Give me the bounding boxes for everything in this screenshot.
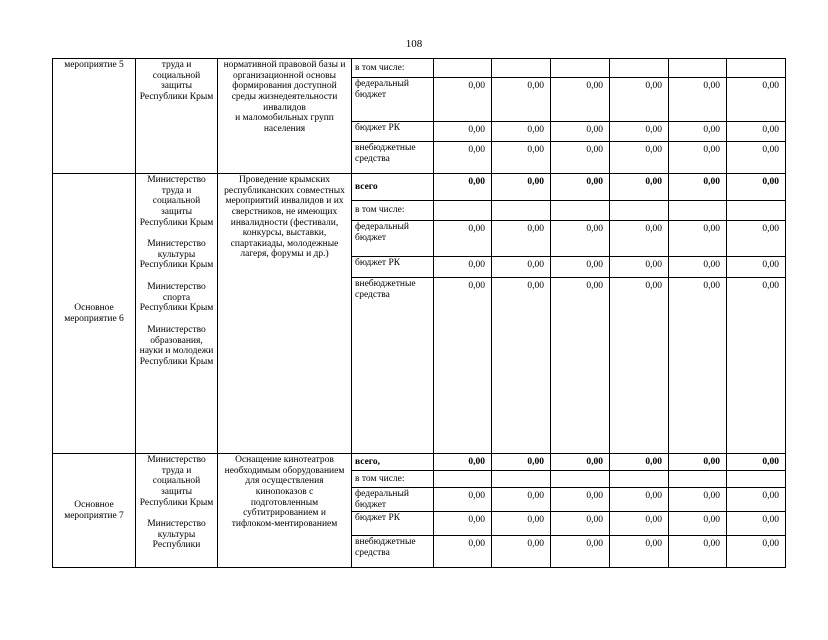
value-cell bbox=[492, 201, 551, 221]
value-cell: 0,00 bbox=[669, 78, 727, 122]
table-row bbox=[53, 454, 786, 471]
value-cell: 0,00 bbox=[551, 174, 610, 201]
value-cell bbox=[610, 471, 669, 488]
table-row bbox=[53, 174, 786, 201]
value-cell bbox=[669, 201, 727, 221]
executor-name: Министерство труда и социальной защиты Республики Крым bbox=[139, 175, 214, 228]
value-cell: 0,00 bbox=[727, 536, 786, 568]
funding-source: в том числе: bbox=[352, 59, 434, 78]
executor-cell bbox=[136, 174, 218, 454]
value-cell: 0,00 bbox=[610, 174, 669, 201]
value-cell: 0,00 bbox=[492, 257, 551, 278]
value-cell: 0,00 bbox=[669, 488, 727, 512]
value-cell: 0,00 bbox=[492, 122, 551, 142]
value-cell: 0,00 bbox=[669, 536, 727, 568]
executor-name: труда и социальной защиты Республики Крым bbox=[139, 60, 214, 102]
value-cell: 0,00 bbox=[727, 142, 786, 174]
value-cell bbox=[610, 59, 669, 78]
value-cell: 0,00 bbox=[669, 122, 727, 142]
value-cell: 0,00 bbox=[551, 78, 610, 122]
value-cell: 0,00 bbox=[492, 221, 551, 257]
value-cell: 0,00 bbox=[610, 488, 669, 512]
value-cell: 0,00 bbox=[492, 536, 551, 568]
value-cell: 0,00 bbox=[434, 488, 492, 512]
value-cell: 0,00 bbox=[727, 221, 786, 257]
value-cell: 0,00 bbox=[434, 512, 492, 536]
value-cell bbox=[551, 59, 610, 78]
value-cell: 0,00 bbox=[492, 142, 551, 174]
value-cell: 0,00 bbox=[551, 454, 610, 471]
value-cell bbox=[727, 201, 786, 221]
funding-source: федеральный бюджет bbox=[352, 78, 434, 122]
event-cell: мероприятие 5 bbox=[53, 59, 136, 174]
value-cell: 0,00 bbox=[727, 278, 786, 454]
description-cell: нормативной правовой базы и организационной основы формирования доступной среды жизнедеятельности инвалидов и маломобильных групп населения bbox=[218, 59, 352, 174]
funding-source: бюджет РК bbox=[352, 257, 434, 278]
table-row bbox=[53, 59, 786, 78]
value-cell: 0,00 bbox=[610, 78, 669, 122]
value-cell: 0,00 bbox=[727, 122, 786, 142]
value-cell: 0,00 bbox=[669, 454, 727, 471]
value-cell: 0,00 bbox=[551, 512, 610, 536]
executor-cell bbox=[136, 454, 218, 568]
value-cell: 0,00 bbox=[669, 512, 727, 536]
value-cell bbox=[434, 471, 492, 488]
value-cell bbox=[492, 59, 551, 78]
funding-source: федеральный бюджет bbox=[352, 221, 434, 257]
value-cell: 0,00 bbox=[434, 278, 492, 454]
value-cell bbox=[727, 471, 786, 488]
value-cell: 0,00 bbox=[551, 278, 610, 454]
executor-name: Министерство труда и социальной защиты Республики Крым bbox=[139, 455, 214, 508]
value-cell: 0,00 bbox=[492, 454, 551, 471]
value-cell bbox=[610, 201, 669, 221]
table-body bbox=[53, 59, 786, 568]
executor-name: Министерство спорта Республики Крым bbox=[139, 282, 214, 314]
value-cell bbox=[669, 471, 727, 488]
value-cell: 0,00 bbox=[551, 536, 610, 568]
executor-cell bbox=[136, 59, 218, 174]
value-cell: 0,00 bbox=[727, 488, 786, 512]
value-cell: 0,00 bbox=[669, 257, 727, 278]
value-cell: 0,00 bbox=[727, 174, 786, 201]
value-cell bbox=[551, 201, 610, 221]
value-cell: 0,00 bbox=[434, 454, 492, 471]
value-cell: 0,00 bbox=[610, 512, 669, 536]
value-cell: 0,00 bbox=[610, 454, 669, 471]
value-cell: 0,00 bbox=[669, 221, 727, 257]
value-cell: 0,00 bbox=[610, 221, 669, 257]
value-cell: 0,00 bbox=[434, 174, 492, 201]
value-cell bbox=[727, 59, 786, 78]
value-cell: 0,00 bbox=[669, 278, 727, 454]
value-cell: 0,00 bbox=[727, 257, 786, 278]
page-number: 108 bbox=[405, 38, 423, 50]
value-cell: 0,00 bbox=[551, 257, 610, 278]
value-cell: 0,00 bbox=[492, 488, 551, 512]
funding-table bbox=[52, 58, 786, 568]
funding-source: всего, bbox=[352, 454, 434, 471]
event-cell: Основное мероприятие 6 bbox=[53, 174, 136, 454]
value-cell bbox=[551, 471, 610, 488]
description-cell: Проведение крымских республиканских совместных мероприятий инвалидов и их сверстников, не имеющих инвалидности (фестивали, конкурсы, выставки, спартакиады, молодежные лагеря, форумы и др.) bbox=[218, 174, 352, 454]
value-cell: 0,00 bbox=[551, 142, 610, 174]
value-cell: 0,00 bbox=[434, 78, 492, 122]
value-cell: 0,00 bbox=[727, 512, 786, 536]
funding-source: бюджет РК bbox=[352, 122, 434, 142]
value-cell bbox=[492, 471, 551, 488]
value-cell: 0,00 bbox=[610, 142, 669, 174]
event-cell: Основное мероприятие 7 bbox=[53, 454, 136, 568]
value-cell bbox=[669, 59, 727, 78]
value-cell: 0,00 bbox=[551, 221, 610, 257]
funding-source: в том числе: bbox=[352, 471, 434, 488]
value-cell: 0,00 bbox=[610, 257, 669, 278]
value-cell: 0,00 bbox=[434, 536, 492, 568]
value-cell: 0,00 bbox=[492, 78, 551, 122]
funding-source: в том числе: bbox=[352, 201, 434, 221]
value-cell bbox=[434, 59, 492, 78]
value-cell: 0,00 bbox=[551, 122, 610, 142]
executor-name: Министерство образования, науки и молодежи Республики Крым bbox=[139, 324, 214, 367]
value-cell: 0,00 bbox=[551, 488, 610, 512]
funding-source: федеральный бюджет bbox=[352, 488, 434, 512]
value-cell: 0,00 bbox=[669, 142, 727, 174]
funding-source: внебюджетные средства bbox=[352, 142, 434, 174]
value-cell: 0,00 bbox=[492, 278, 551, 454]
value-cell: 0,00 bbox=[610, 278, 669, 454]
value-cell: 0,00 bbox=[434, 122, 492, 142]
value-cell: 0,00 bbox=[727, 454, 786, 471]
value-cell: 0,00 bbox=[434, 221, 492, 257]
funding-source: внебюджетные средства bbox=[352, 536, 434, 568]
funding-source: бюджет РК bbox=[352, 512, 434, 536]
value-cell: 0,00 bbox=[434, 142, 492, 174]
value-cell: 0,00 bbox=[669, 174, 727, 201]
value-cell: 0,00 bbox=[610, 536, 669, 568]
description-cell: Оснащение кинотеатров необходимым оборудованием для осуществления кинопоказов с подготовленным субтитрированием и тифлоком-ментированием bbox=[218, 454, 352, 568]
funding-source: внебюджетные средства bbox=[352, 278, 434, 454]
executor-name: Министерство культуры Республики bbox=[147, 519, 206, 551]
value-cell: 0,00 bbox=[727, 78, 786, 122]
value-cell bbox=[434, 201, 492, 221]
value-cell: 0,00 bbox=[434, 257, 492, 278]
executor-name: Министерство культуры Республики Крым bbox=[139, 239, 214, 271]
value-cell: 0,00 bbox=[492, 174, 551, 201]
funding-source: всего bbox=[352, 174, 434, 201]
value-cell: 0,00 bbox=[492, 512, 551, 536]
value-cell: 0,00 bbox=[610, 122, 669, 142]
